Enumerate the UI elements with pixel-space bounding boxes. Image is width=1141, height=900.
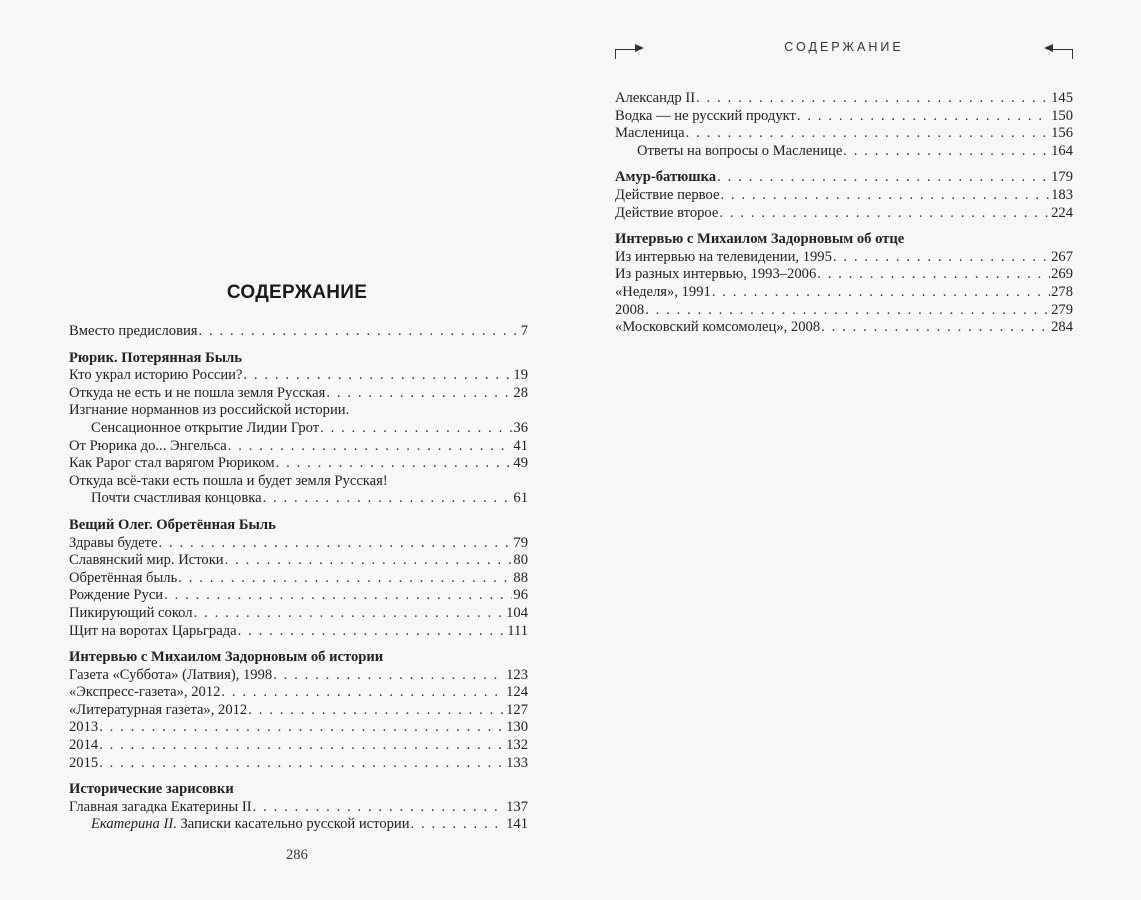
toc-entry[interactable] [69,816,528,834]
entry-title: Главная загадка Екатерины II [69,798,252,815]
entry-title: От Рюрика до... Энгельса [69,437,227,454]
toc-entry[interactable] [615,284,1073,302]
leader-dots [320,420,512,438]
leader-dots [276,455,513,473]
leader-dots [243,367,512,385]
entry-title: Из интервью на телевидении, 1995 [615,248,832,265]
toc-entry[interactable] [615,205,1073,223]
entry-title: «Неделя», 1991 [615,283,711,300]
toc-entry[interactable] [69,719,528,737]
leader-dots [817,266,1050,284]
entry-title: Пикирующий сокол [69,604,193,621]
entry-title: Газета «Суббота» (Латвия), 1998 [69,666,273,683]
toc-entry[interactable] [69,385,528,403]
toc-entry[interactable] [69,323,528,341]
entry-page: 104 [506,604,528,621]
entry-page: 132 [506,737,528,754]
leader-dots [821,319,1050,337]
leader-dots [99,737,505,755]
leader-dots [719,205,1050,223]
entry-title: Откуда не есть и не пошла земля Русская [69,384,326,401]
leader-dots [843,143,1050,161]
entry-page: 133 [506,754,528,771]
contents-heading: СОДЕРЖАНИЕ [226,282,368,303]
entry-page: 145 [1051,90,1073,106]
leader-dots [221,684,505,702]
entry-title-line[interactable]: Изгнание норманнов из российской истории. [69,402,350,419]
toc-entry[interactable] [69,490,528,508]
leader-dots [712,284,1050,302]
toc-entry[interactable] [69,737,528,755]
entry-title: Почти счастливая концовка [91,490,262,507]
entry-page: 269 [1051,266,1073,283]
leader-dots [178,570,512,588]
entry-title: 2015 [69,754,99,771]
entry-page: 61 [513,490,528,507]
leader-dots [833,249,1050,267]
entry-title: «Экспресс-газета», 2012 [69,684,221,701]
leader-dots [326,385,512,403]
leader-dots [720,187,1050,205]
leader-dots [411,816,506,834]
toc-entry[interactable] [69,570,528,588]
entry-page: 179 [1051,169,1073,186]
entry-title-line[interactable]: Откуда всё-таки есть пошла и будет земля Русская! [69,472,388,489]
leader-dots [273,667,505,685]
entry-title: Александр II [615,90,696,106]
toc-entry[interactable] [615,302,1073,320]
toc-entry[interactable] [69,755,528,773]
toc-entry[interactable] [69,667,528,685]
entry-title: Обретённая быль [69,569,178,586]
toc-entry[interactable] [69,455,528,473]
entry-page: 164 [1051,142,1073,159]
toc-entry[interactable] [69,605,528,623]
entry-page: 156 [1051,125,1073,142]
entry-title: Водка — не русский продукт [615,107,796,124]
entry-title: Щит на воротах Царьграда [69,622,237,639]
entry-page: 28 [513,384,528,401]
entry-page: 137 [506,798,528,815]
entry-title: 2014 [69,737,99,754]
entry-page: 49 [513,455,528,472]
page-number: 286 [286,847,308,863]
entry-title: 2013 [69,719,99,736]
entry-page: 224 [1051,204,1073,221]
entry-title: Здравы будете [69,534,158,551]
entry-page: 279 [1051,301,1073,318]
left-page [0,0,570,900]
toc-entry[interactable] [615,143,1073,161]
entry-page: 7 [520,323,528,339]
entry-title: 2008 [615,301,645,318]
section-title[interactable]: Интервью с Михаилом Задорновым об истории [69,649,384,666]
entry-page: 150 [1051,107,1073,124]
toc-section-entry[interactable] [615,169,1073,187]
leader-dots [199,323,520,341]
leader-dots [159,535,513,553]
toc-entry[interactable] [69,552,528,570]
entry-title: Действие второе [615,204,719,221]
toc-left [69,323,528,834]
toc-entry[interactable] [615,125,1073,143]
right-page [571,0,1141,900]
entry-title: «Московский комсомолец», 2008 [615,319,821,336]
entry-title: Рождение Руси [69,587,164,604]
toc-entry[interactable] [69,367,528,385]
leader-dots [717,169,1050,187]
leader-dots [797,108,1050,126]
toc-entry[interactable] [69,438,528,456]
entry-title: Как Рарог стал варягом Рюриком [69,455,275,472]
arrow-left-icon [1044,44,1053,52]
entry-page: 141 [506,816,528,833]
entry-title: «Литературная газета», 2012 [69,701,248,718]
toc-right [615,90,1073,337]
entry-page: 284 [1051,319,1073,336]
toc-entry[interactable] [615,187,1073,205]
entry-page: 80 [513,552,528,569]
toc-entry[interactable] [69,420,528,438]
entry-title-rest: Записки касательно русской истории [176,816,410,833]
entry-page: 19 [513,367,528,384]
section-title[interactable]: Рюрик. Потерянная Быль [69,349,243,366]
leader-dots [99,755,505,773]
entry-title [91,816,410,834]
toc-entry[interactable] [615,90,1073,108]
entry-page: 124 [506,684,528,701]
section-title[interactable]: Интервью с Михаилом Задорновым об отце [615,231,905,248]
entry-page: 96 [513,587,528,604]
entry-title: Сенсационное открытие Лидии Грот [91,419,320,436]
running-head [615,40,1073,60]
leader-dots [253,799,506,817]
entry-page: 183 [1051,186,1073,203]
section-title: Амур-батюшка [615,169,717,186]
toc-entry[interactable] [69,702,528,720]
leader-dots [238,623,507,641]
entry-page: 79 [513,534,528,551]
leader-dots [194,605,506,623]
toc-entry[interactable] [69,587,528,605]
entry-page: 111 [507,622,528,639]
running-head-rule [1051,49,1073,50]
leader-dots [164,587,512,605]
toc-entry[interactable] [69,799,528,817]
toc-entry[interactable] [615,319,1073,337]
entry-title: Ответы на вопросы о Масленице [637,142,843,159]
entry-title: Из разных интервью, 1993–2006 [615,266,817,283]
section-title[interactable]: Исторические зарисовки [69,781,234,798]
entry-page: 130 [506,719,528,736]
entry-page: 36 [513,419,528,436]
leader-dots [228,438,513,456]
entry-title: Вместо предисловия [69,323,198,339]
toc-entry[interactable] [615,249,1073,267]
leader-dots [225,552,513,570]
toc-entry[interactable] [69,623,528,641]
entry-page: 127 [506,701,528,718]
toc-entry[interactable] [69,535,528,553]
entry-title: Славянский мир. Истоки [69,552,224,569]
leader-dots [248,702,505,720]
entry-page: 88 [513,569,528,586]
running-head-title: СОДЕРЖАНИЕ [784,40,904,54]
leader-dots [686,125,1051,143]
toc-entry[interactable] [615,266,1073,284]
toc-entry[interactable] [69,684,528,702]
section-title[interactable]: Вещий Олег. Обретённая Быль [69,516,276,533]
leader-dots [99,719,505,737]
entry-title: Кто украл историю России? [69,367,243,384]
leader-dots [645,302,1050,320]
entry-title-italic: Екатерина II. [91,816,177,833]
running-head-rule-tick [1072,49,1073,59]
leader-dots [696,90,1050,108]
entry-page: 123 [506,666,528,683]
toc-entry[interactable] [615,108,1073,126]
leader-dots [263,490,513,508]
entry-page: 41 [513,437,528,454]
entry-title: Действие первое [615,186,720,203]
entry-page: 267 [1051,248,1073,265]
entry-title: Масленица [615,125,685,142]
entry-page: 278 [1051,283,1073,300]
